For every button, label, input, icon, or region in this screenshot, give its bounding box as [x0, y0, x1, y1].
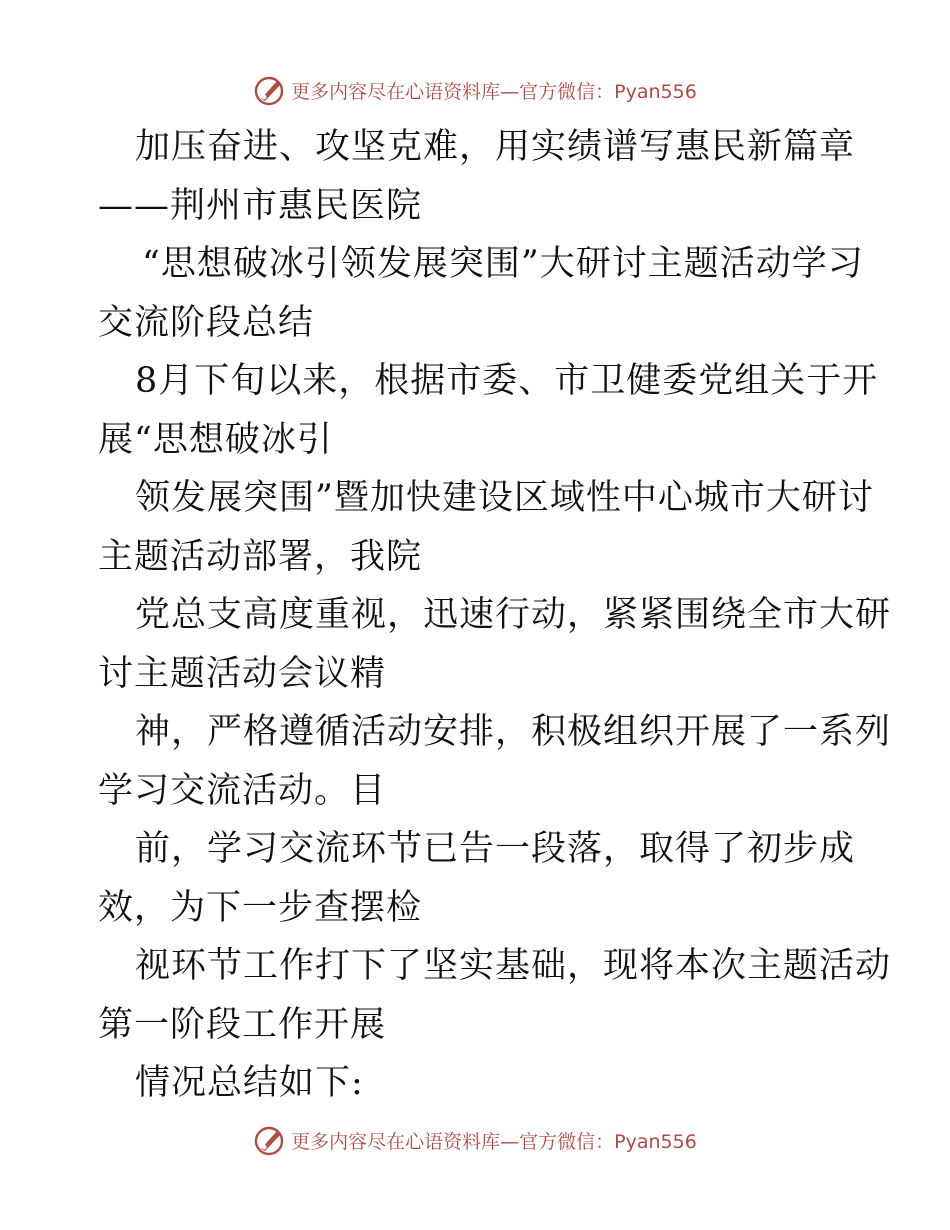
doc-line: 讨主题活动会议精: [98, 653, 387, 694]
doc-line: 视环节工作打下了坚实基础，现将本次主题活动: [135, 946, 892, 986]
doc-line: 神，严格遵循活动安排，积极组织开展了一系列: [135, 712, 892, 752]
doc-subtitle: ——荆州市惠民医院: [98, 185, 423, 226]
watermark-text: 更多内容尽在心语资料库—官方微信：Pyan556: [291, 80, 697, 103]
doc-title: 加压奋进、攻坚克难，用实绩谱写惠民新篇章: [135, 127, 856, 167]
doc-line: 学习交流活动。目: [98, 770, 387, 811]
doc-line: 前，学习交流环节已告一段落，取得了初步成: [135, 829, 856, 869]
footer-watermark: [0, 1120, 950, 1160]
doc-line: 党总支高度重视，迅速行动，紧紧围绕全市大研: [135, 595, 892, 635]
pen-logo-icon: [253, 73, 287, 107]
watermark-text: 更多内容尽在心语资料库—官方微信：Pyan556: [291, 1130, 697, 1153]
doc-line: “思想破冰引领发展突围”大研讨主题活动学习: [142, 244, 864, 284]
doc-line: 展“思想破冰引: [98, 419, 333, 460]
doc-line: 8月下旬以来，根据市委、市卫健委党组关于开: [135, 361, 879, 401]
document-body: [98, 118, 892, 1113]
doc-line: 交流阶段总结: [98, 302, 315, 343]
doc-line: 领发展突围”暨加快建设区域性中心城市大研讨: [135, 478, 874, 518]
header-watermark: [0, 70, 950, 110]
pen-logo-icon: [253, 1123, 287, 1157]
doc-line: 情况总结如下:: [135, 1063, 364, 1103]
doc-line: 主题活动部署，我院: [98, 536, 423, 577]
doc-line: 效，为下一步查摆检: [98, 887, 423, 928]
doc-line: 第一阶段工作开展: [98, 1004, 387, 1045]
